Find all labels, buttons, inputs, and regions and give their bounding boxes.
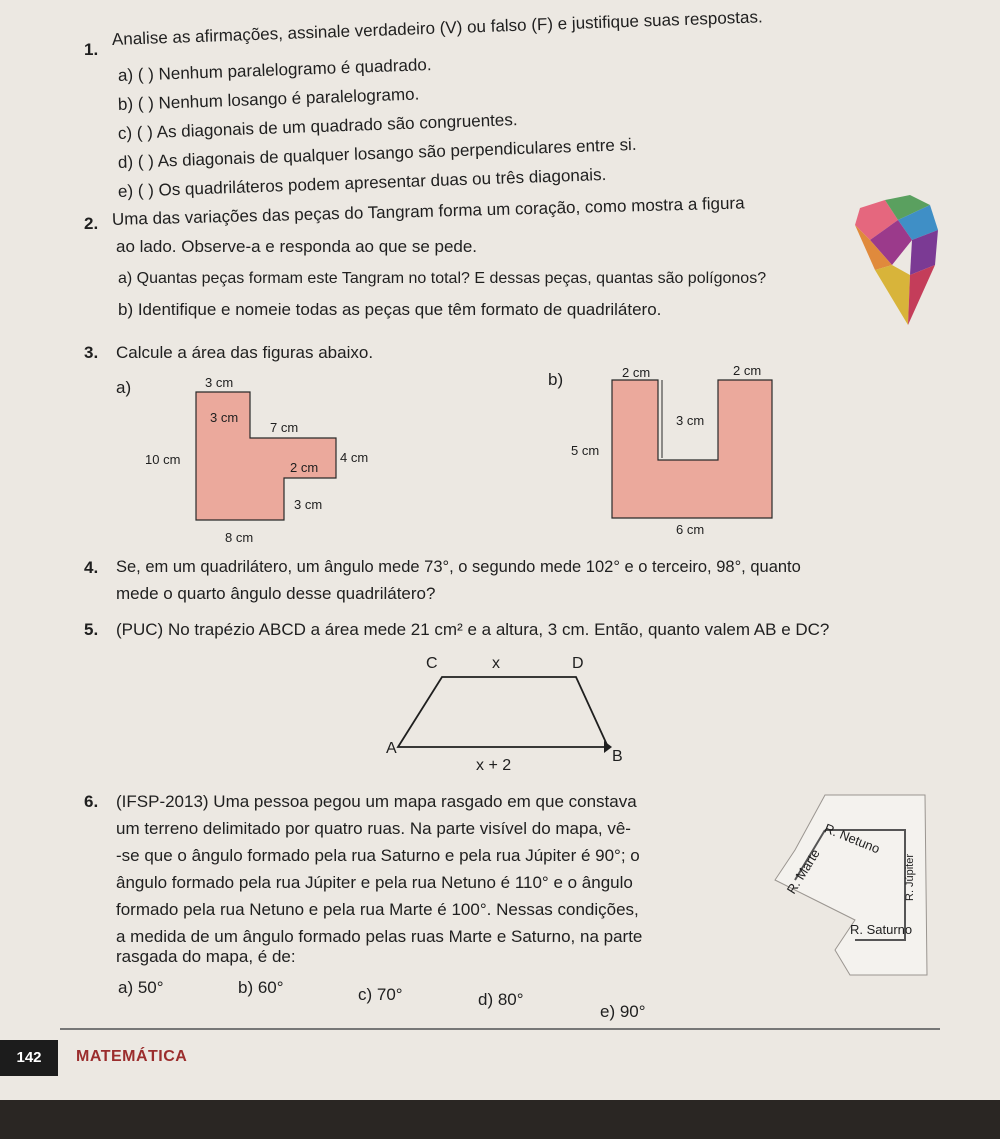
q3-figure-b [600,370,790,520]
q6-line: formado pela rua Netuno e pela rua Marte é 100°. Nessas condições, [116,900,639,919]
footer-divider [60,1028,940,1030]
trapezoid-shape [398,677,608,747]
q6-option-a: a) 50° [118,978,164,997]
fig-a-dim-notch: 2 cm [290,460,319,475]
q5-number: 5. [84,620,99,639]
q4-number: 4. [84,558,99,577]
map-label-jupiter: R. Júpiter [904,853,916,901]
map-label-netuno: R. Netuno [822,820,883,857]
fig-a-dim-inner-left: 3 cm [210,410,239,425]
q1-number: 1. [84,40,99,59]
tangram-piece [875,265,910,325]
q3-number: 3. [84,343,99,362]
fig-b-dim-notch: 3 cm [676,413,705,428]
vertex-b: B [612,748,623,765]
q6-line: rasgada do mapa, é de: [116,947,296,966]
fig-a-dim-top: 3 cm [205,375,234,390]
label-bottom-base: x + 2 [476,757,512,774]
q6-option-d: d) 80° [478,990,524,1009]
q6-option-c: c) 70° [358,985,403,1004]
vertex-d: D [572,655,584,672]
vertex-c: C [426,655,438,672]
q4-line1: Se, em um quadrilátero, um ângulo mede 73°, o segundo mede 102° e o terceiro, 98°, quanto [116,558,801,576]
q6-number: 6. [84,792,99,811]
q3-fig-a-label: a) [116,378,132,397]
fig-b-dim-top-left: 2 cm [622,365,651,380]
q5-statement: (PUC) No trapézio ABCD a área mede 21 cm² e a altura, 3 cm. Então, quanto valem AB e DC? [116,620,830,639]
fig-a-dim-lower: 3 cm [294,497,323,512]
q6-option-e: e) 90° [600,1002,646,1021]
map-label-saturno: R. Saturno [850,922,913,937]
fig-a-dim-left: 10 cm [145,452,181,467]
q2-item-b: b) Identifique e nomeie todas as peças que têm formato de quadrilátero. [118,300,662,319]
q6-line: ângulo formado pela rua Júpiter e pela rua Netuno é 110° e o ângulo [116,873,633,892]
subject-title: MATEMÁTICA [76,1048,188,1065]
fig-a-dim-step: 7 cm [270,420,299,435]
q1-item-a: a) ( ) Nenhum paralelogramo é quadrado. [117,55,432,85]
fig-b-dim-left: 5 cm [571,443,600,458]
q3-fig-b-label: b) [548,370,564,389]
q1-statement: Analise as afirmações, assinale verdadeiro (V) ou falso (F) e justifique suas respostas. [111,7,763,49]
q2-line1: Uma das variações das peças do Tangram forma um coração, como mostra a figura [111,193,745,229]
q3-statement: Calcule a área das figuras abaixo. [116,343,374,362]
fig-b-dim-bottom: 6 cm [676,522,705,537]
figure-b-shape [612,380,772,518]
page-number: 142 [0,1040,58,1076]
q2-number: 2. [84,214,99,233]
q6-line: um terreno delimitado por quatro ruas. Na parte visível do mapa, vê- [116,819,631,838]
q6-line: a medida de um ângulo formado pelas ruas Marte e Saturno, na parte [116,927,643,946]
q1-item-c: c) ( ) As diagonais de um quadrado são congruentes. [117,110,518,143]
tangram-heart-figure [850,190,945,330]
background-strip [0,1100,1000,1139]
q6-line: -se que o ângulo formado pela rua Saturno e pela rua Júpiter é 90°; o [116,846,640,865]
map-label-marte: R. Marte [783,846,823,897]
q6-line: (IFSP-2013) Uma pessoa pegou um mapa rasgado em que constava [116,792,637,811]
arrow-head-b [604,741,612,753]
fig-a-dim-right: 4 cm [340,450,369,465]
q4-line2: mede o quarto ângulo desse quadrilátero? [116,584,436,603]
fig-b-dim-top-right: 2 cm [733,363,762,378]
fig-a-dim-bottom: 8 cm [225,530,254,545]
q6-option-b: b) 60° [238,978,284,997]
q1-item-d: d) ( ) As diagonais de qualquer losango são perpendiculares entre si. [117,134,637,172]
vertex-a: A [386,740,397,757]
q1-item-e: e) ( ) Os quadriláteros podem apresentar duas ou três diagonais. [117,164,607,201]
q2-line2: ao lado. Observe-a e responda ao que se pede. [116,237,478,256]
q1-item-b: b) ( ) Nenhum losango é paralelogramo. [117,84,420,114]
label-top-base: x [492,655,500,672]
q2-item-a: a) Quantas peças formam este Tangram no total? E dessas peças, quantas são polígonos? [118,270,767,287]
